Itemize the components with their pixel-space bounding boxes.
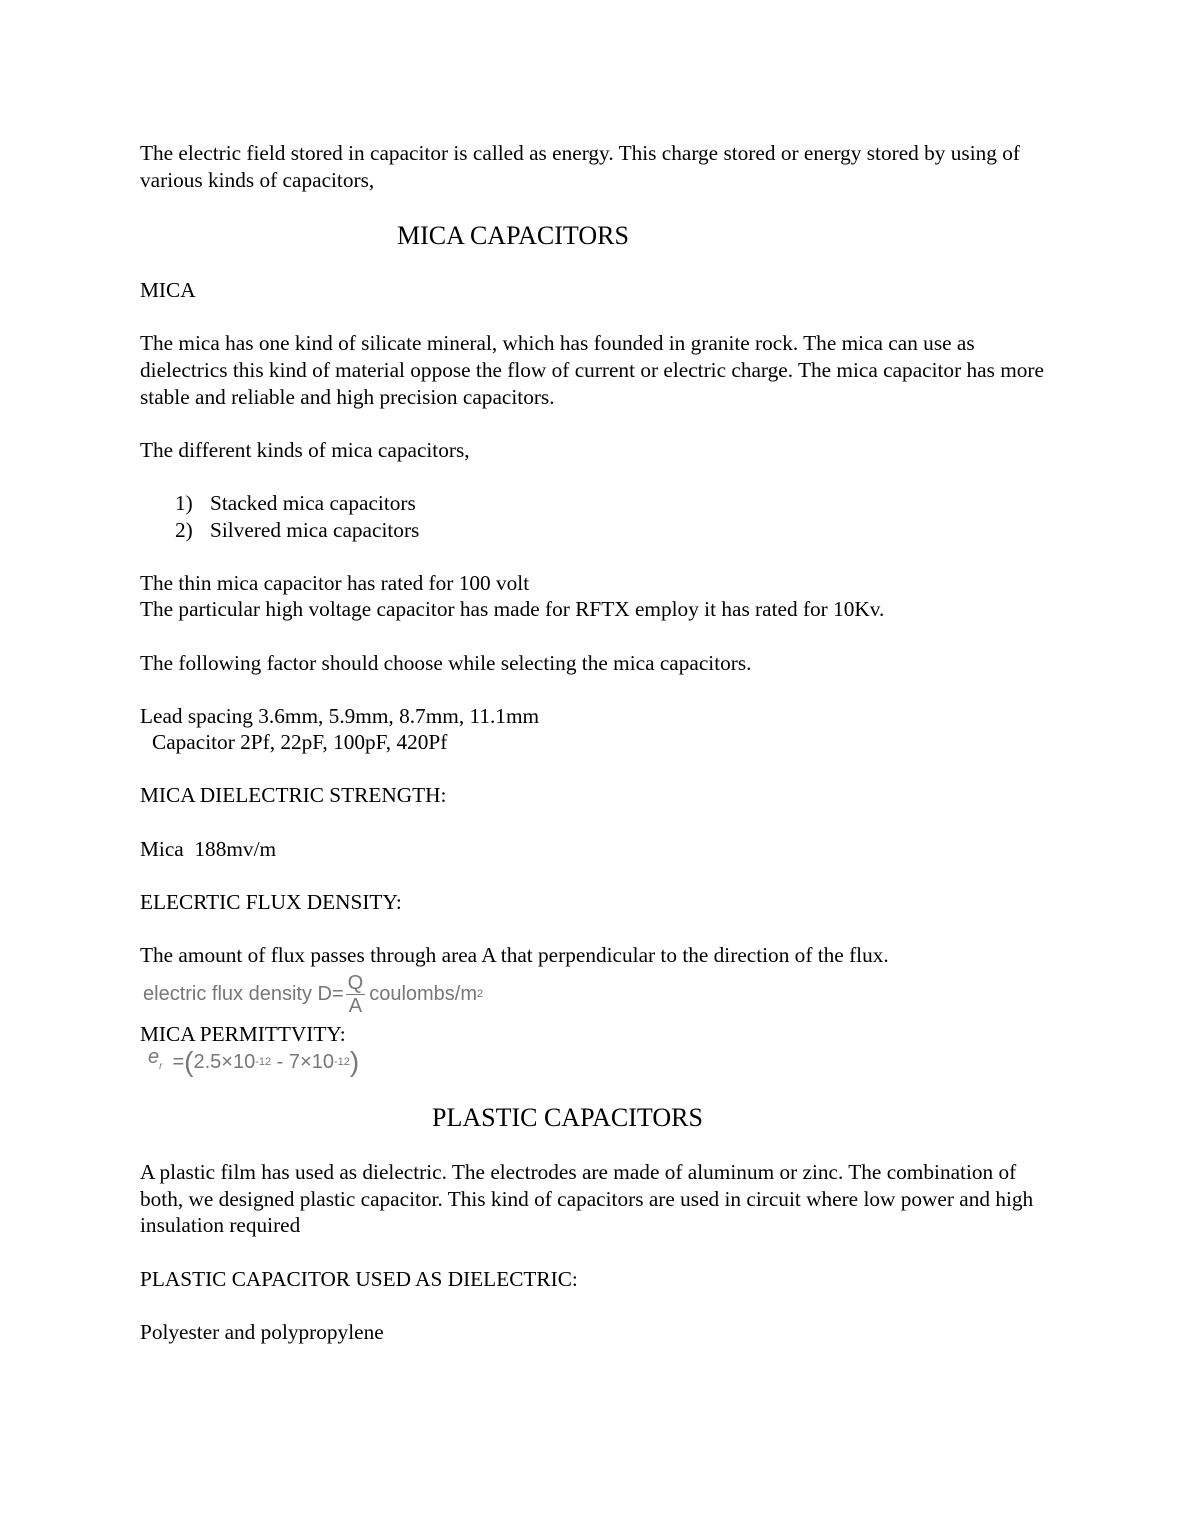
dielectric-strength-label: MICA DIELECTRIC STRENGTH: bbox=[140, 783, 447, 808]
permittivity-equals: = bbox=[172, 1050, 185, 1073]
rating-thin: The thin mica capacitor has rated for 100 volt bbox=[140, 570, 530, 595]
plastic-description: A plastic film has used as dielectric. The electrodes are made of aluminum or zinc. The combination of both, we designed plastic capacitor. This kind of capacitors are used in circuit where low power and high insulation required bbox=[140, 1160, 1034, 1238]
list-item bbox=[140, 517, 1050, 544]
lead-spacing: Lead spacing 3.6mm, 5.9mm, 8.7mm, 11.1mm bbox=[140, 703, 540, 728]
flux-density-formula bbox=[140, 969, 1050, 1021]
permittivity-formula bbox=[140, 1047, 1050, 1077]
permittivity-symbol bbox=[148, 1044, 162, 1081]
mica-description: The mica has one kind of silicate mineral, which has founded in granite rock. The mica can use as dielectrics this kind of material oppose the flow of current or electric charge. The mica capacitor has more stable and reliable and high precision capacitors. bbox=[140, 331, 1044, 409]
permittivity-symbol-sub: r bbox=[159, 1060, 163, 1072]
mica-label: MICA bbox=[140, 278, 196, 303]
permittivity-exp-a: -12 bbox=[255, 1055, 272, 1068]
formula-numerator: Q bbox=[347, 972, 364, 995]
formula-denominator: A bbox=[348, 995, 363, 1018]
list-item-text: Silvered mica capacitors bbox=[210, 517, 420, 542]
plastic-dielectric-label: PLASTIC CAPACITOR USED AS DIELECTRIC: bbox=[140, 1266, 578, 1291]
permittivity-dash: - bbox=[271, 1050, 289, 1073]
formula-prefix: electric flux density D= bbox=[143, 983, 344, 1006]
document-page bbox=[140, 140, 1050, 1345]
factor-intro: The following factor should choose while selecting the mica capacitors. bbox=[140, 650, 752, 675]
mica-capacitors-heading: MICA CAPACITORS bbox=[397, 221, 629, 251]
list-item bbox=[140, 490, 1050, 517]
capacitor-values: Capacitor 2Pf, 22pF, 100pF, 420Pf bbox=[152, 730, 448, 755]
plastic-dielectric-value: Polyester and polypropylene bbox=[140, 1319, 384, 1344]
kinds-intro: The different kinds of mica capacitors, bbox=[140, 437, 470, 462]
list-item-number: 2) bbox=[175, 517, 193, 542]
list-item-text: Stacked mica capacitors bbox=[210, 490, 416, 515]
formula-fraction bbox=[346, 972, 366, 1017]
flux-density-label: ELECRTIC FLUX DENSITY: bbox=[140, 889, 402, 914]
permittivity-value-b: 7×10 bbox=[288, 1050, 334, 1073]
flux-density-description: The amount of flux passes through area A that perpendicular to the direction of the flux. bbox=[140, 943, 889, 968]
formula-unit: coulombs/m bbox=[369, 983, 478, 1006]
permittivity-value-a: 2.5×10 bbox=[193, 1050, 256, 1073]
mica-kinds-list bbox=[140, 490, 1050, 543]
permittivity-symbol-base: e bbox=[148, 1045, 160, 1068]
list-item-number: 1) bbox=[175, 490, 193, 515]
permittivity-label: MICA PERMITTVITY: bbox=[140, 1021, 346, 1046]
permittivity-close-paren: ) bbox=[349, 1046, 360, 1078]
permittivity-exp-b: -12 bbox=[333, 1055, 350, 1068]
intro-paragraph: The electric field stored in capacitor is called as energy. This charge stored or energy stored by using of various kinds of capacitors, bbox=[140, 141, 1020, 192]
dielectric-strength-value: Mica 188mv/m bbox=[140, 836, 277, 861]
formula-unit-exponent: 2 bbox=[477, 988, 484, 1001]
rating-high: The particular high voltage capacitor has made for RFTX employ it has rated for 10Kv. bbox=[140, 597, 885, 622]
plastic-capacitors-heading: PLASTIC CAPACITORS bbox=[432, 1103, 703, 1133]
permittivity-open-paren: ( bbox=[184, 1046, 194, 1078]
